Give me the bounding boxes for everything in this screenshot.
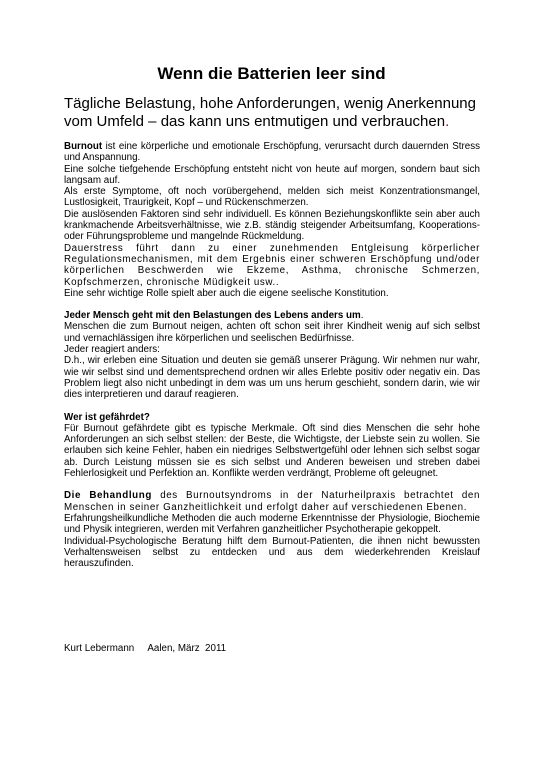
author-name: Kurt Lebermann — [64, 643, 135, 654]
paragraph: Dauerstress führt dann zu einer zunehmenden Entgleisung körperlicher Regulationsmechanismen, mit dem Ergebnis einer schweren Erschöpfung und/oder körperlichen Beschwerden wie Ekzeme, Asthma, chronische Schmerzen, Kopfschmerzen, chronische Müdigkeit usw.. — [64, 242, 480, 288]
paragraph-text: des Burnoutsyndroms in der Naturheilpraxis betrachtet den Menschen in seiner Ganzheitlichkeit und erfolgt daher auf verschiedenen Ebenen. — [64, 490, 481, 513]
paragraph: Menschen die zum Burnout neigen, achten oft schon seit ihrer Kindheit wenig auf sich selbst und vernachlässigen ihre körperlichen und seelischen Bedürfnisse. — [64, 321, 480, 344]
paragraph: Als erste Symptome, oft noch vorübergehend, melden sich meist Konzentrationsmangel, Lustlosigkeit, Traurigkeit, Kopf – und Rückenschmerzen. — [64, 186, 480, 209]
document-body — [64, 141, 480, 569]
document-footer — [64, 643, 364, 654]
paragraph: Jeder reagiert anders: — [64, 344, 160, 356]
paragraph: Eine sehr wichtige Rolle spielt aber auch die eigene seelische Konstitution. — [64, 287, 389, 299]
document-title: Wenn die Batterien leer sind — [157, 64, 386, 83]
paragraph: Für Burnout gefährdete gibt es typische Merkmale. Oft sind dies Menschen die sehr hohe Anforderungen an sich selbst stellen: der Beste, die Wichtigste, der Liebste sein zu wollen. Sie erlauben sich keine Fehler, haben ein niedriges Selbstwertgefühl oder lehnen sich selbst sogar ab. Durch Leistung müssen sie es sich selbst und Anderen beweisen und streben dabei Fehlerlosigkeit und Perfektion an. Konflikte werden verdrängt, Probleme oft geleugnet. — [64, 422, 480, 480]
document-subtitle — [64, 95, 494, 131]
place-date: Aalen, März 2011 — [147, 643, 227, 654]
treatment-lead: Die Behandlung — [64, 490, 152, 502]
paragraph: Individual-Psychologische Beratung hilft dem Burnout-Patienten, die ihnen nicht bewussten Verhaltensweisen selbst zu entdecken und aus dem wiederkehrenden Kreislauf herauszufinden. — [64, 535, 480, 570]
heading-period: . — [360, 310, 364, 322]
section-heading — [64, 310, 480, 321]
paragraph: Erfahrungsheilkundliche Methoden die auch moderne Erkenntnisse der Physiologie, Biochemie und Physik integrieren, werden mit Verfahren ganzheitlicher Psychotherapie gekoppelt. — [64, 512, 480, 536]
burnout-definition — [64, 141, 480, 164]
subtitle-text: Tägliche Belastung, hohe Anforderungen, wenig Anerkennung vom Umfeld – das kann uns entmutigen und verbrauchen — [64, 95, 476, 130]
spacer — [64, 299, 480, 310]
heading-text: Jeder Mensch geht mit den Belastungen des Lebens anders um — [64, 310, 361, 322]
burnout-lead: Burnout — [64, 141, 103, 152]
paragraph: Eine solche tiefgehende Erschöpfung entsteht nicht von heute auf morgen, sondern baut sich langsam auf. — [64, 163, 480, 186]
paragraph: Die auslösenden Faktoren sind sehr individuell. Es können Beziehungskonflikte sein aber auch krankmachende Arbeitsverhältnisse, wie z.B. ständig steigender Arbeitsumfang, Kooperations- oder Führungsprobleme und mangelnde Rückmeldung. — [64, 208, 480, 243]
paragraph-text: ist eine körperliche und emotionale Erschöpfung, verursacht durch dauernden Stress und Anspannung. — [64, 141, 480, 164]
subtitle-period: . — [445, 113, 450, 130]
spacer — [64, 401, 480, 412]
section-heading: Wer ist gefährdet? — [64, 411, 150, 423]
spacer — [64, 479, 480, 490]
treatment-intro — [64, 490, 480, 513]
paragraph: D.h., wir erleben eine Situation und deuten sie gemäß unserer Prägung. Wir nehmen nur wahr, wie wir selbst sind und dementsprechend ordnen wir alles Erlebte positiv oder negativ ein. Das Problem liegt also nicht unbedingt in dem was um uns herum geschieht, sondern darin, wie wir dies interpretieren und darauf reagieren. — [64, 355, 480, 401]
